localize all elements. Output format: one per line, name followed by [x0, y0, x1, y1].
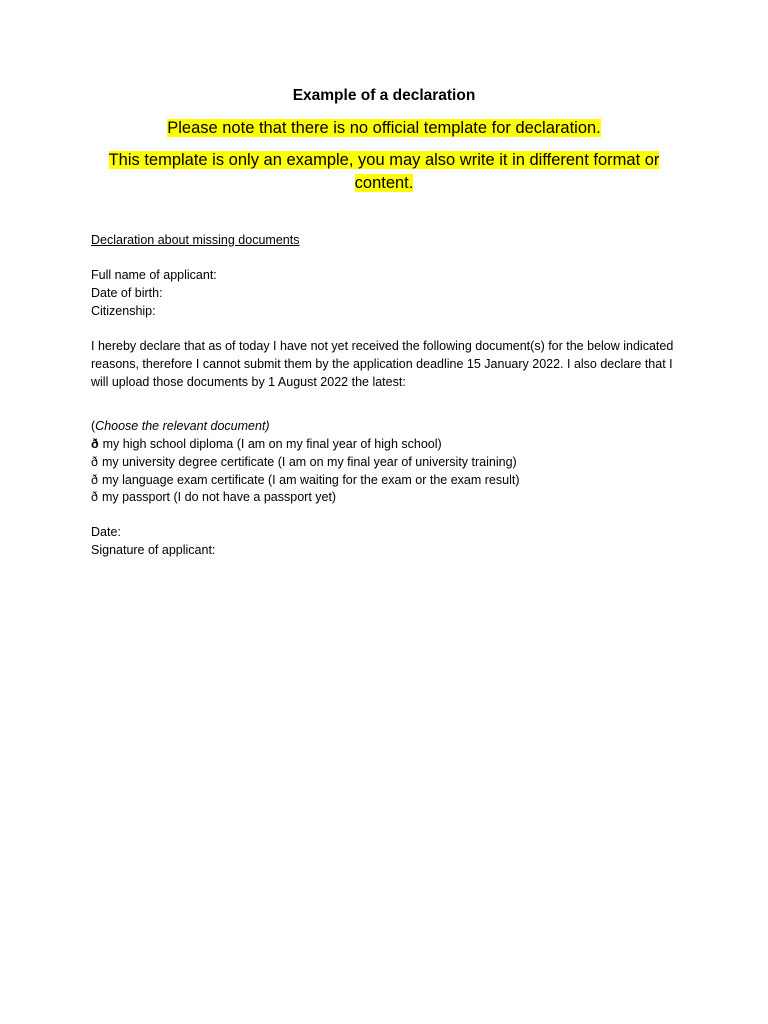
document-option-text: my language exam certificate (I am waiting for the exam or the exam result): [101, 473, 520, 487]
notice-highlight-1: Please note that there is no official template for declaration.: [167, 119, 601, 137]
choose-document-heading: [91, 417, 681, 435]
choose-heading-text: Choose the relevant document): [95, 419, 270, 433]
checkbox-symbol-icon: ð: [91, 455, 98, 469]
checkbox-symbol-icon: ð: [91, 473, 98, 487]
section-title: Declaration about missing documents: [91, 233, 300, 247]
document-option-text: my high school diploma (I am on my final year of high school): [102, 437, 442, 451]
declaration-paragraph: I hereby declare that as of today I have not yet received the following document(s) for the below indicated reasons, therefore I cannot submit them by the application deadline 15 January 2022. I also declare that I will upload those documents by 1 August 2022 the latest:: [91, 339, 674, 389]
document-option-text: my university degree certificate (I am on my final year of university training): [101, 455, 517, 469]
document-title: Example of a declaration: [292, 87, 476, 104]
citizenship-label: Citizenship:: [91, 304, 156, 318]
notice-highlight-2: This template is only an example, you may also write it in different format or content.: [108, 151, 660, 192]
signature-label: Signature of applicant:: [91, 543, 216, 557]
date-of-birth-label: Date of birth:: [91, 286, 163, 300]
document-option: [91, 435, 681, 453]
choose-heading-paren: (: [91, 419, 96, 433]
document-option: [91, 471, 681, 489]
checkbox-symbol-icon: ð: [91, 437, 99, 451]
full-name-label: Full name of applicant:: [91, 268, 217, 282]
date-label: Date:: [91, 525, 121, 539]
document-option: [91, 488, 681, 506]
document-option: [91, 453, 681, 471]
notice-line-2: [90, 149, 678, 195]
notice-line-1: [90, 117, 678, 140]
document-option-text: my passport (I do not have a passport yet): [101, 490, 337, 504]
checkbox-symbol-icon: ð: [91, 490, 98, 504]
